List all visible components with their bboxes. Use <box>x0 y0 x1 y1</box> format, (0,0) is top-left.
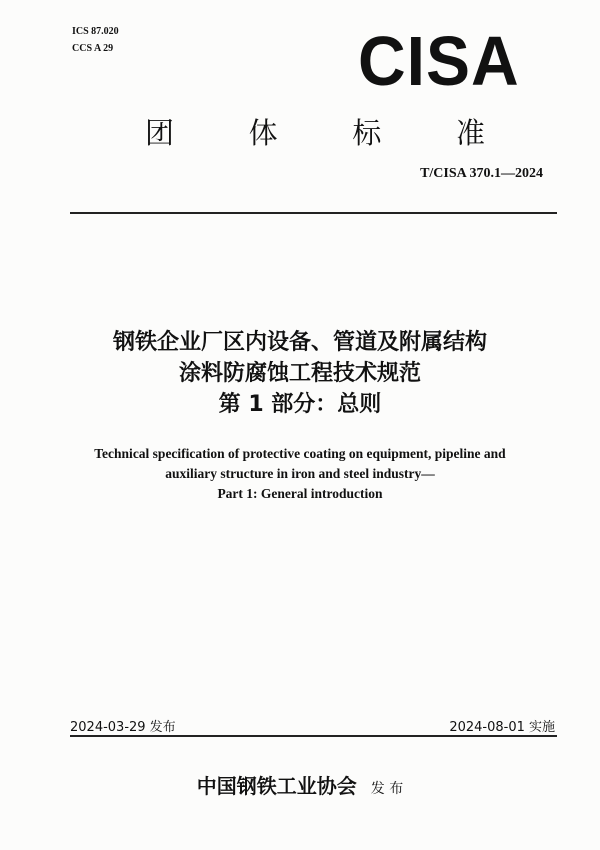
standard-number: T/CISA 370.1—2024 <box>420 166 543 181</box>
publisher-action: 发 布 <box>370 781 404 797</box>
cisa-logo: CISA <box>358 22 520 100</box>
title-chinese <box>0 327 600 420</box>
title-english <box>0 444 600 504</box>
title-en-line: auxiliary structure in iron and steel industry— <box>165 466 435 481</box>
standard-type-char: 体 <box>248 116 278 150</box>
title-en-line: Technical specification of protective coating on equipment, pipeline and <box>94 446 506 461</box>
bottom-divider <box>70 735 557 737</box>
title-cn-line: 涂料防腐蚀工程技术规范 <box>178 361 421 386</box>
implementation-date: 2024-08-01 实施 <box>449 720 555 735</box>
publisher-name: 中国钢铁工业协会 <box>196 774 357 798</box>
publisher <box>0 770 600 799</box>
title-cn-line: 第 1 部分：总则 <box>218 392 382 417</box>
standard-type-char: 标 <box>352 116 382 150</box>
top-divider <box>70 212 557 214</box>
title-en-line: Part 1: General introduction <box>217 486 383 501</box>
ccs-code: CCS A 29 <box>72 43 114 54</box>
standard-type-char: 团 <box>145 116 175 150</box>
standard-type <box>145 111 485 152</box>
title-cn-line: 钢铁企业厂区内设备、管道及附属结构 <box>112 330 487 355</box>
ics-code: ICS 87.020 <box>72 26 119 37</box>
standard-type-char: 准 <box>455 116 485 150</box>
issue-date: 2024-03-29 发布 <box>70 720 176 735</box>
